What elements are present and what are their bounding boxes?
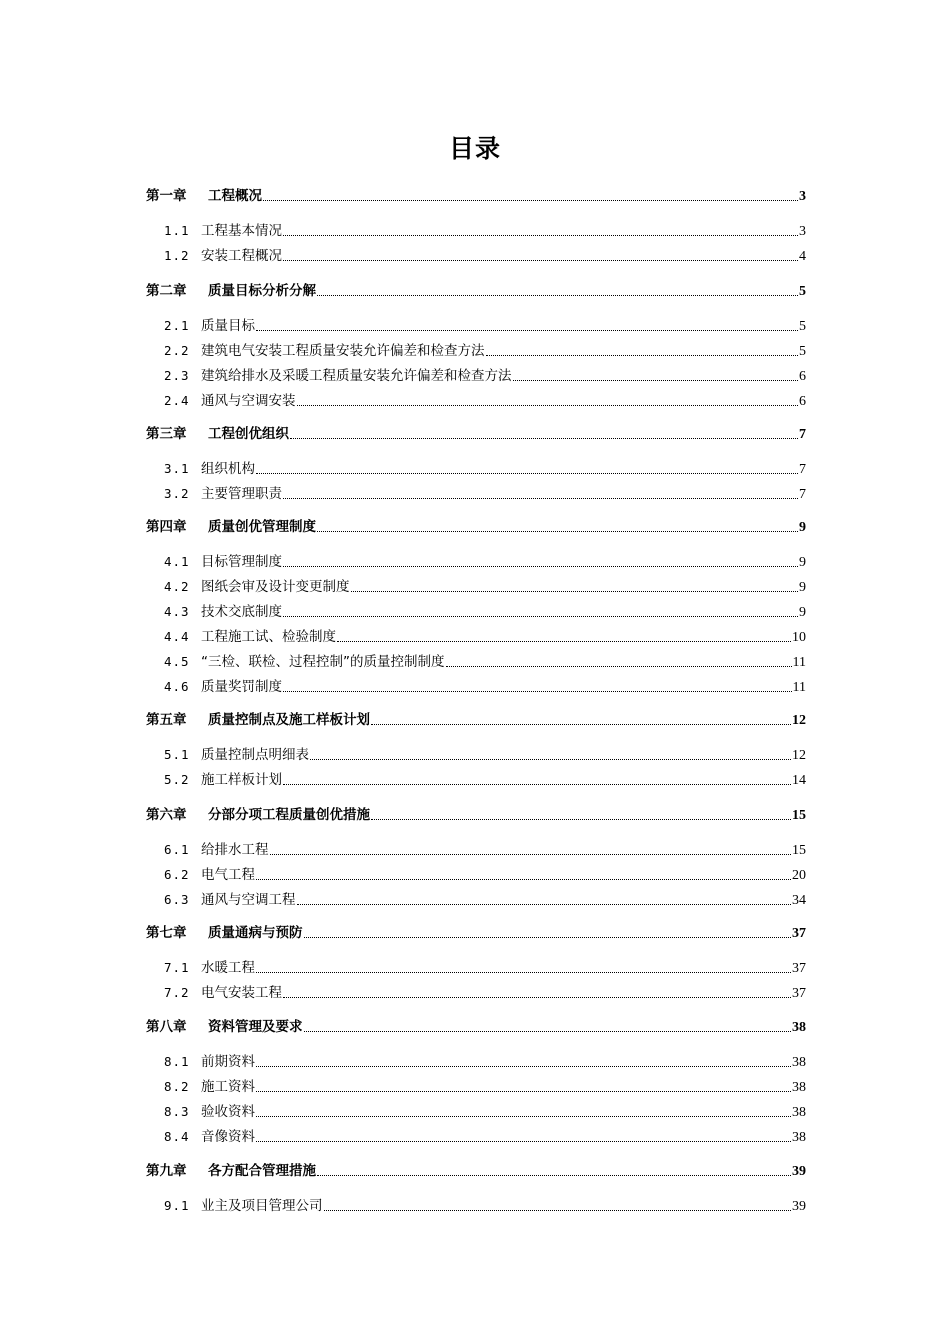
entry-number: 6.1 — [164, 842, 190, 857]
entry-label: 质量目标分析分解 — [208, 283, 316, 299]
dot-leader — [513, 380, 799, 381]
dot-leader — [270, 854, 792, 855]
entry-number: 第四章 — [146, 519, 187, 535]
entry-label: 工程施工试、检验制度 — [201, 629, 336, 645]
entry-label: 质量通病与预防 — [208, 925, 303, 941]
dot-leader — [290, 438, 798, 439]
entry-page-number: 3 — [799, 189, 806, 204]
dot-leader — [283, 235, 798, 236]
dot-leader — [256, 879, 791, 880]
entry-label: 验收资料 — [201, 1104, 255, 1120]
entry-page-number: 37 — [792, 986, 806, 1001]
entry-page-number: 5 — [799, 319, 806, 334]
dot-leader — [446, 666, 792, 667]
toc-section-entry[interactable] — [164, 484, 806, 504]
entry-page-number: 6 — [799, 394, 806, 409]
entry-label: 组织机构 — [201, 461, 255, 477]
dot-leader — [297, 405, 799, 406]
toc-chapter-entry[interactable] — [146, 281, 806, 301]
entry-number: 2.1 — [164, 318, 190, 333]
toc-chapter-entry[interactable] — [146, 186, 806, 206]
dot-leader — [263, 200, 798, 201]
dot-leader — [283, 997, 791, 998]
toc-section-entry[interactable] — [164, 865, 806, 885]
entry-number: 2.2 — [164, 343, 190, 358]
toc-chapter-entry[interactable] — [146, 805, 806, 825]
entry-label: 工程创优组织 — [208, 426, 289, 442]
dot-leader — [317, 531, 798, 532]
entry-number: 5.2 — [164, 772, 190, 787]
dot-leader — [256, 1091, 791, 1092]
dot-leader — [304, 937, 792, 938]
entry-label: 目标管理制度 — [201, 554, 282, 570]
toc-section-entry[interactable] — [164, 366, 806, 386]
entry-number: 第九章 — [146, 1163, 187, 1179]
dot-leader — [256, 972, 791, 973]
toc-section-entry[interactable] — [164, 745, 806, 765]
dot-leader — [324, 1210, 792, 1211]
entry-number: 9.1 — [164, 1198, 190, 1213]
toc-section-entry[interactable] — [164, 890, 806, 910]
toc-section-entry[interactable] — [164, 316, 806, 336]
entry-number: 4.4 — [164, 629, 190, 644]
dot-leader — [256, 473, 798, 474]
entry-page-number: 5 — [799, 284, 806, 299]
entry-number: 第五章 — [146, 712, 187, 728]
entry-label: 工程概况 — [208, 188, 262, 204]
entry-number: 8.4 — [164, 1129, 190, 1144]
dot-leader — [283, 784, 791, 785]
entry-number: 4.6 — [164, 679, 190, 694]
entry-label: “三检、联检、过程控制”的质量控制制度 — [201, 654, 445, 670]
entry-number: 1.2 — [164, 248, 190, 263]
toc-chapter-entry[interactable] — [146, 1161, 806, 1181]
entry-page-number: 4 — [799, 249, 806, 264]
entry-page-number: 7 — [799, 487, 806, 502]
toc-section-entry[interactable] — [164, 983, 806, 1003]
toc-section-entry[interactable] — [164, 677, 806, 697]
toc-section-entry[interactable] — [164, 341, 806, 361]
entry-label: 质量创优管理制度 — [208, 519, 316, 535]
toc-section-entry[interactable] — [164, 652, 806, 672]
page-title: 目录 — [448, 134, 501, 163]
entry-page-number: 7 — [799, 462, 806, 477]
toc-section-entry[interactable] — [164, 1052, 806, 1072]
dot-leader — [283, 691, 792, 692]
toc-section-entry[interactable] — [164, 459, 806, 479]
entry-page-number: 9 — [799, 555, 806, 570]
entry-page-number: 9 — [799, 520, 806, 535]
toc-chapter-entry[interactable] — [146, 424, 806, 444]
entry-page-number: 37 — [792, 961, 806, 976]
toc-chapter-entry[interactable] — [146, 1017, 806, 1037]
entry-label: 工程基本情况 — [201, 223, 282, 239]
entry-label: 给排水工程 — [201, 842, 269, 858]
entry-label: 质量控制点明细表 — [201, 747, 309, 763]
entry-page-number: 14 — [792, 773, 806, 788]
entry-page-number: 15 — [792, 843, 806, 858]
toc-section-entry[interactable] — [164, 552, 806, 572]
dot-leader — [283, 616, 798, 617]
entry-number: 3.2 — [164, 486, 190, 501]
dot-leader — [256, 1141, 791, 1142]
entry-page-number: 12 — [792, 713, 806, 728]
toc-section-entry[interactable] — [164, 1102, 806, 1122]
toc-section-entry[interactable] — [164, 391, 806, 411]
entry-page-number: 38 — [792, 1020, 806, 1035]
entry-label: 各方配合管理措施 — [208, 1163, 316, 1179]
entry-page-number: 34 — [792, 893, 806, 908]
entry-number: 4.1 — [164, 554, 190, 569]
entry-number: 第一章 — [146, 188, 187, 204]
entry-page-number: 20 — [792, 868, 806, 883]
entry-page-number: 38 — [792, 1130, 806, 1145]
entry-number: 8.2 — [164, 1079, 190, 1094]
entry-number: 3.1 — [164, 461, 190, 476]
entry-label: 电气安装工程 — [201, 985, 282, 1001]
entry-label: 建筑电气安装工程质量安装允许偏差和检查方法 — [201, 343, 485, 359]
entry-number: 第八章 — [146, 1019, 187, 1035]
entry-label: 分部分项工程质量创优措施 — [208, 807, 370, 823]
entry-number: 1.1 — [164, 223, 190, 238]
entry-page-number: 9 — [799, 580, 806, 595]
entry-label: 业主及项目管理公司 — [201, 1198, 323, 1214]
entry-number: 6.3 — [164, 892, 190, 907]
entry-page-number: 38 — [792, 1105, 806, 1120]
dot-leader — [256, 1116, 791, 1117]
entry-page-number: 39 — [792, 1199, 806, 1214]
entry-page-number: 7 — [799, 427, 806, 442]
entry-label: 质量控制点及施工样板计划 — [208, 712, 370, 728]
toc-section-entry[interactable] — [164, 627, 806, 647]
dot-leader — [283, 566, 798, 567]
dot-leader — [486, 355, 799, 356]
toc-section-entry[interactable] — [164, 1077, 806, 1097]
entry-page-number: 11 — [792, 655, 806, 670]
entry-label: 图纸会审及设计变更制度 — [201, 579, 350, 595]
entry-page-number: 38 — [792, 1055, 806, 1070]
toc-section-entry[interactable] — [164, 246, 806, 266]
dot-leader — [317, 1175, 791, 1176]
entry-number: 7.1 — [164, 960, 190, 975]
toc-section-entry[interactable] — [164, 602, 806, 622]
entry-label: 资料管理及要求 — [208, 1019, 303, 1035]
entry-label: 通风与空调工程 — [201, 892, 296, 908]
entry-number: 8.3 — [164, 1104, 190, 1119]
dot-leader — [256, 1066, 791, 1067]
entry-label: 通风与空调安装 — [201, 393, 296, 409]
entry-number: 8.1 — [164, 1054, 190, 1069]
dot-leader — [317, 295, 798, 296]
entry-label: 施工资料 — [201, 1079, 255, 1095]
toc-chapter-entry[interactable] — [146, 517, 806, 537]
dot-leader — [283, 498, 798, 499]
entry-label: 前期资料 — [201, 1054, 255, 1070]
entry-number: 第二章 — [146, 283, 187, 299]
entry-label: 水暖工程 — [201, 960, 255, 976]
toc-chapter-entry[interactable] — [146, 710, 806, 730]
entry-number: 7.2 — [164, 985, 190, 1000]
entry-number: 第七章 — [146, 925, 187, 941]
entry-number: 6.2 — [164, 867, 190, 882]
entry-number: 5.1 — [164, 747, 190, 762]
entry-page-number: 9 — [799, 605, 806, 620]
dot-leader — [310, 759, 791, 760]
entry-label: 安装工程概况 — [201, 248, 282, 264]
dot-leader — [256, 330, 798, 331]
entry-label: 电气工程 — [201, 867, 255, 883]
entry-page-number: 10 — [792, 630, 806, 645]
entry-page-number: 11 — [792, 680, 806, 695]
entry-number: 第六章 — [146, 807, 187, 823]
entry-number: 2.4 — [164, 393, 190, 408]
entry-label: 音像资料 — [201, 1129, 255, 1145]
entry-page-number: 38 — [792, 1080, 806, 1095]
entry-label: 主要管理职责 — [201, 486, 282, 502]
toc-section-entry[interactable] — [164, 1196, 806, 1216]
toc-section-entry[interactable] — [164, 221, 806, 241]
entry-page-number: 37 — [792, 926, 806, 941]
entry-page-number: 5 — [799, 344, 806, 359]
entry-number: 第三章 — [146, 426, 187, 442]
entry-number: 2.3 — [164, 368, 190, 383]
toc-section-entry[interactable] — [164, 577, 806, 597]
entry-number: 4.2 — [164, 579, 190, 594]
dot-leader — [351, 591, 799, 592]
entry-label: 施工样板计划 — [201, 772, 282, 788]
toc-chapter-entry[interactable] — [146, 923, 806, 943]
entry-page-number: 39 — [792, 1164, 806, 1179]
toc-section-entry[interactable] — [164, 958, 806, 978]
dot-leader — [304, 1031, 792, 1032]
entry-label: 建筑给排水及采暖工程质量安装允许偏差和检查方法 — [201, 368, 512, 384]
dot-leader — [283, 260, 798, 261]
dot-leader — [297, 904, 792, 905]
entry-page-number: 3 — [799, 224, 806, 239]
dot-leader — [337, 641, 791, 642]
entry-label: 质量目标 — [201, 318, 255, 334]
entry-label: 技术交底制度 — [201, 604, 282, 620]
toc-section-entry[interactable] — [164, 840, 806, 860]
entry-page-number: 6 — [799, 369, 806, 384]
toc-section-entry[interactable] — [164, 1127, 806, 1147]
dot-leader — [371, 724, 791, 725]
entry-number: 4.5 — [164, 654, 190, 669]
dot-leader — [371, 819, 791, 820]
entry-label: 质量奖罚制度 — [201, 679, 282, 695]
toc-section-entry[interactable] — [164, 770, 806, 790]
entry-number: 4.3 — [164, 604, 190, 619]
entry-page-number: 15 — [792, 808, 806, 823]
entry-page-number: 12 — [792, 748, 806, 763]
